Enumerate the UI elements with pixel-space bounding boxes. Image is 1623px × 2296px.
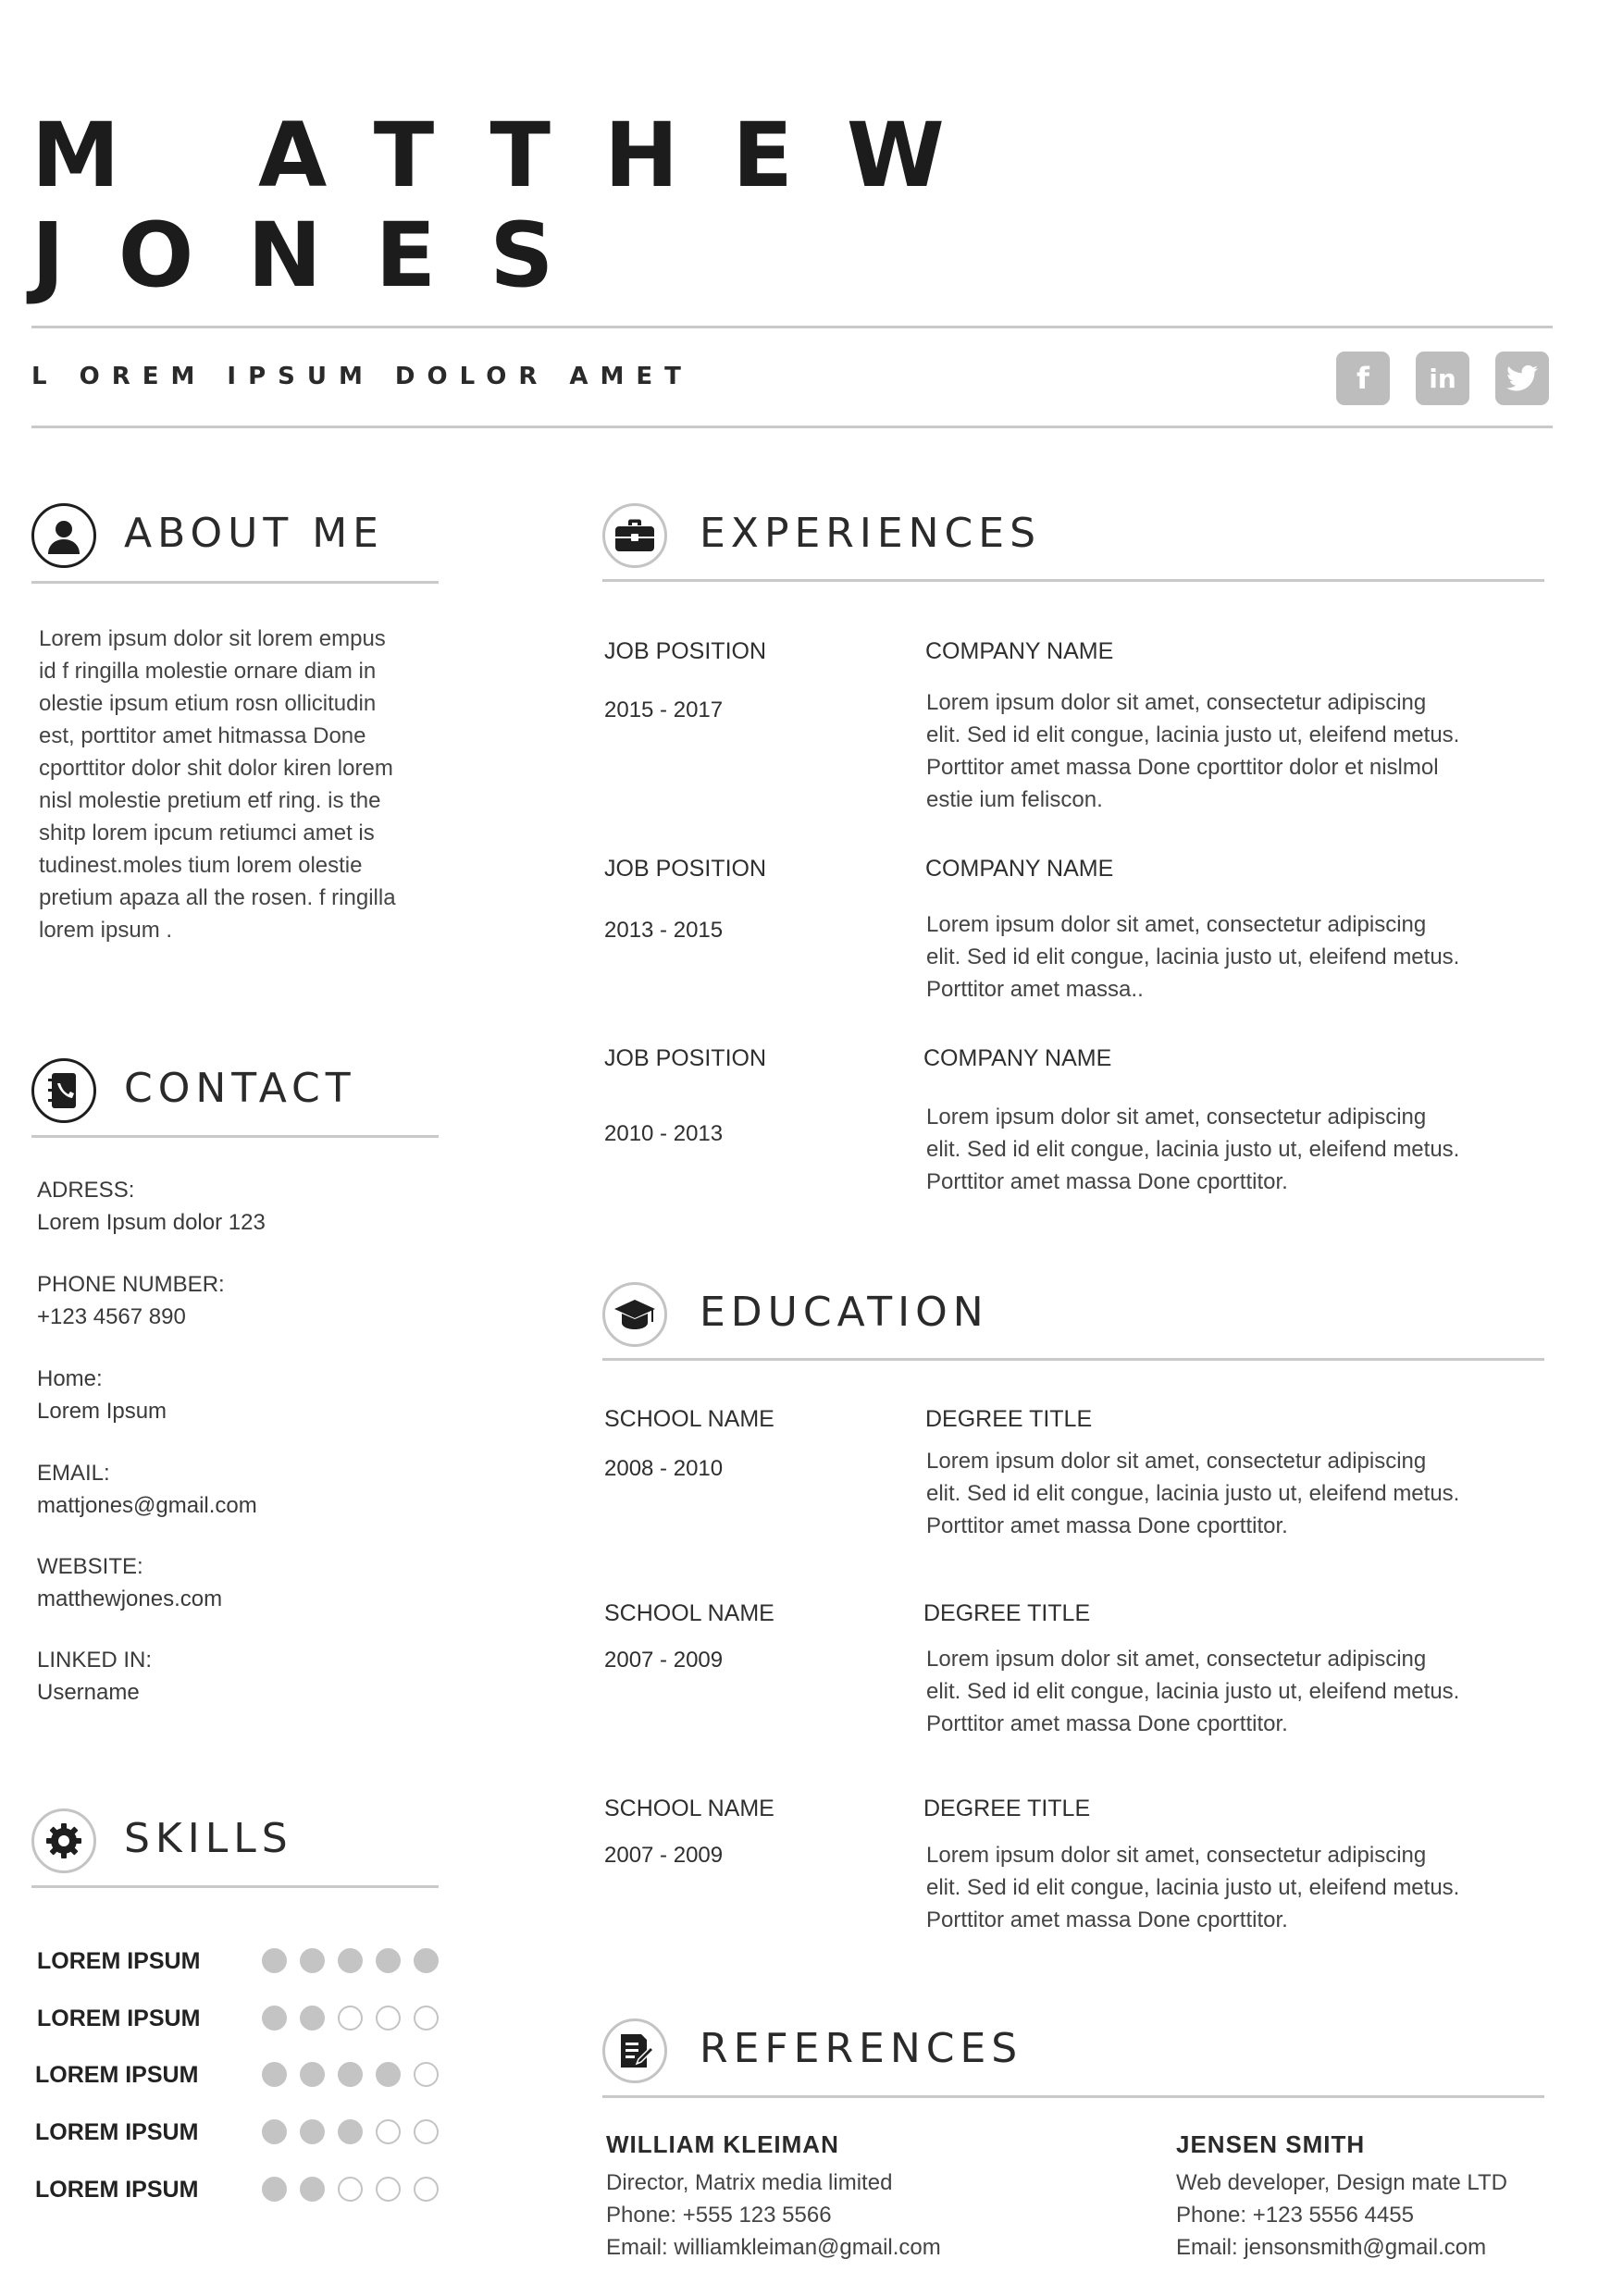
degree-title: DEGREE TITLE	[923, 1796, 1091, 1821]
job-position: JOB POSITION	[604, 638, 767, 664]
job-years: 2013 - 2015	[604, 918, 724, 943]
tagline: L OREM IPSUM DOLOR AMET	[31, 363, 693, 390]
website-value[interactable]: matthewjones.com	[37, 1586, 223, 1611]
company-name: COMPANY NAME	[925, 638, 1114, 664]
rating-dot-filled	[262, 2119, 287, 2144]
rating-dot-filled	[338, 1948, 363, 1973]
email-value[interactable]: mattjones@gmail.com	[37, 1493, 257, 1518]
education-rule	[602, 1358, 1544, 1361]
reference-details: Director, Matrix media limited Phone: +555 123 5566 Email: williamkleiman@gmail.com	[606, 2170, 941, 2260]
rating-dot-empty	[376, 2177, 401, 2202]
skill-rating	[262, 2006, 439, 2031]
rating-dot-empty	[414, 2062, 439, 2087]
rating-dot-filled	[262, 2177, 287, 2202]
rating-dot-empty	[338, 2006, 363, 2031]
rating-dot-filled	[300, 1948, 325, 1973]
phone-value: +123 4567 890	[37, 1304, 186, 1329]
website-label: WEBSITE:	[37, 1554, 143, 1579]
school-name: SCHOOL NAME	[604, 1600, 774, 1626]
graduation-cap-icon	[602, 1282, 667, 1347]
reference-name: JENSEN SMITH	[1176, 2130, 1366, 2158]
degree-title: DEGREE TITLE	[923, 1600, 1091, 1626]
first-name: M ATTHEW	[31, 104, 998, 207]
school-name: SCHOOL NAME	[604, 1406, 774, 1432]
rating-dot-filled	[300, 2177, 325, 2202]
twitter-icon[interactable]	[1495, 352, 1549, 405]
reference-name: WILLIAM KLEIMAN	[606, 2130, 839, 2158]
rating-dot-filled	[414, 1948, 439, 1973]
rating-dot-empty	[376, 2006, 401, 2031]
job-description: Lorem ipsum dolor sit amet, consectetur adipiscing elit. Sed id elit congue, lacinia justo ut, eleifend metus. Porttitor amet massa..	[926, 912, 1460, 1002]
rating-dot-filled	[262, 1948, 287, 1973]
linkedin-icon[interactable]: in	[1416, 352, 1469, 405]
header-rule-top	[31, 326, 1553, 328]
rating-dot-empty	[414, 2119, 439, 2144]
contact-book-icon	[31, 1058, 96, 1123]
job-position: JOB POSITION	[604, 856, 767, 882]
rating-dot-filled	[300, 2119, 325, 2144]
degree-description: Lorem ipsum dolor sit amet, consectetur adipiscing elit. Sed id elit congue, lacinia justo ut, eleifend metus. Porttitor amet massa Done cporttitor.	[926, 1647, 1460, 1736]
degree-description: Lorem ipsum dolor sit amet, consectetur adipiscing elit. Sed id elit congue, lacinia justo ut, eleifend metus. Porttitor amet massa Done cporttitor.	[926, 1449, 1460, 1538]
skill-rating	[262, 2062, 439, 2087]
skills-title: SKILLS	[124, 1815, 293, 1862]
school-name: SCHOOL NAME	[604, 1796, 774, 1821]
job-years: 2015 - 2017	[604, 697, 724, 722]
skill-rating	[262, 2119, 439, 2144]
skill-name: LOREM IPSUM	[35, 2062, 199, 2088]
school-years: 2007 - 2009	[604, 1843, 724, 1868]
rating-dot-filled	[262, 2006, 287, 2031]
email-label: EMAIL:	[37, 1461, 110, 1486]
about-title: ABOUT ME	[124, 510, 384, 557]
about-rule	[31, 581, 439, 584]
job-description: Lorem ipsum dolor sit amet, consectetur adipiscing elit. Sed id elit congue, lacinia justo ut, eleifend metus. Porttitor amet massa Done cporttitor.	[926, 1105, 1460, 1194]
briefcase-icon	[602, 503, 667, 568]
rating-dot-empty	[376, 2119, 401, 2144]
about-text: Lorem ipsum dolor sit lorem empus id f ringilla molestie ornare diam in olestie ipsum etium rosn ollicitudin est, porttitor amet hitmassa Done cporttitor dolor shit dolor kiren lorem nisl molestie pretium etf ring. is the shitp lorem ipcum retiumci amet is tudinest.moles tium lorem olestie pretium apaza all the rosen. f ringilla lorem ipsum .	[39, 626, 396, 943]
address-value: Lorem Ipsum dolor 123	[37, 1210, 266, 1235]
contact-title: CONTACT	[124, 1065, 356, 1112]
skill-rating	[262, 1948, 439, 1973]
education-title: EDUCATION	[700, 1289, 989, 1336]
skill-name: LOREM IPSUM	[35, 2119, 199, 2145]
rating-dot-empty	[414, 2006, 439, 2031]
last-name: JONES	[31, 204, 608, 307]
person-icon	[31, 503, 96, 568]
rating-dot-empty	[414, 2177, 439, 2202]
header-rule-bottom	[31, 426, 1553, 428]
reference-details: Web developer, Design mate LTD Phone: +123 5556 4455 Email: jensonsmith@gmail.com	[1176, 2170, 1507, 2260]
rating-dot-filled	[262, 2062, 287, 2087]
references-rule	[602, 2095, 1544, 2098]
gear-icon	[31, 1808, 96, 1873]
job-description: Lorem ipsum dolor sit amet, consectetur adipiscing elit. Sed id elit congue, lacinia justo ut, eleifend metus. Porttitor amet massa Done cporttitor dolor et nislmol estie ium feliscon.	[926, 690, 1460, 812]
skills-rule	[31, 1885, 439, 1888]
experiences-title: EXPERIENCES	[700, 510, 1041, 557]
experiences-rule	[602, 579, 1544, 582]
school-years: 2007 - 2009	[604, 1648, 724, 1673]
address-label: ADRESS:	[37, 1178, 135, 1203]
skill-name: LOREM IPSUM	[35, 2177, 199, 2203]
phone-label: PHONE NUMBER:	[37, 1272, 225, 1297]
rating-dot-filled	[376, 1948, 401, 1973]
references-title: REFERENCES	[700, 2025, 1023, 2072]
company-name: COMPANY NAME	[923, 1045, 1112, 1071]
skill-name: LOREM IPSUM	[37, 2006, 201, 2031]
degree-description: Lorem ipsum dolor sit amet, consectetur adipiscing elit. Sed id elit congue, lacinia justo ut, eleifend metus. Porttitor amet massa Done cporttitor.	[926, 1843, 1460, 1932]
linkedin-value[interactable]: Username	[37, 1680, 140, 1705]
document-edit-icon	[602, 2018, 667, 2083]
home-label: Home:	[37, 1366, 103, 1391]
job-years: 2010 - 2013	[604, 1121, 724, 1146]
rating-dot-filled	[300, 2062, 325, 2087]
rating-dot-filled	[300, 2006, 325, 2031]
skill-name: LOREM IPSUM	[37, 1948, 201, 1974]
degree-title: DEGREE TITLE	[925, 1406, 1093, 1432]
skill-rating	[262, 2177, 439, 2202]
home-value: Lorem Ipsum	[37, 1399, 167, 1424]
contact-rule	[31, 1135, 439, 1138]
rating-dot-filled	[338, 2062, 363, 2087]
company-name: COMPANY NAME	[925, 856, 1114, 882]
school-years: 2008 - 2010	[604, 1456, 724, 1481]
linkedin-label: LINKED IN:	[37, 1648, 153, 1673]
rating-dot-filled	[338, 2119, 363, 2144]
job-position: JOB POSITION	[604, 1045, 767, 1071]
rating-dot-empty	[338, 2177, 363, 2202]
rating-dot-filled	[376, 2062, 401, 2087]
facebook-icon[interactable]: f	[1336, 352, 1390, 405]
